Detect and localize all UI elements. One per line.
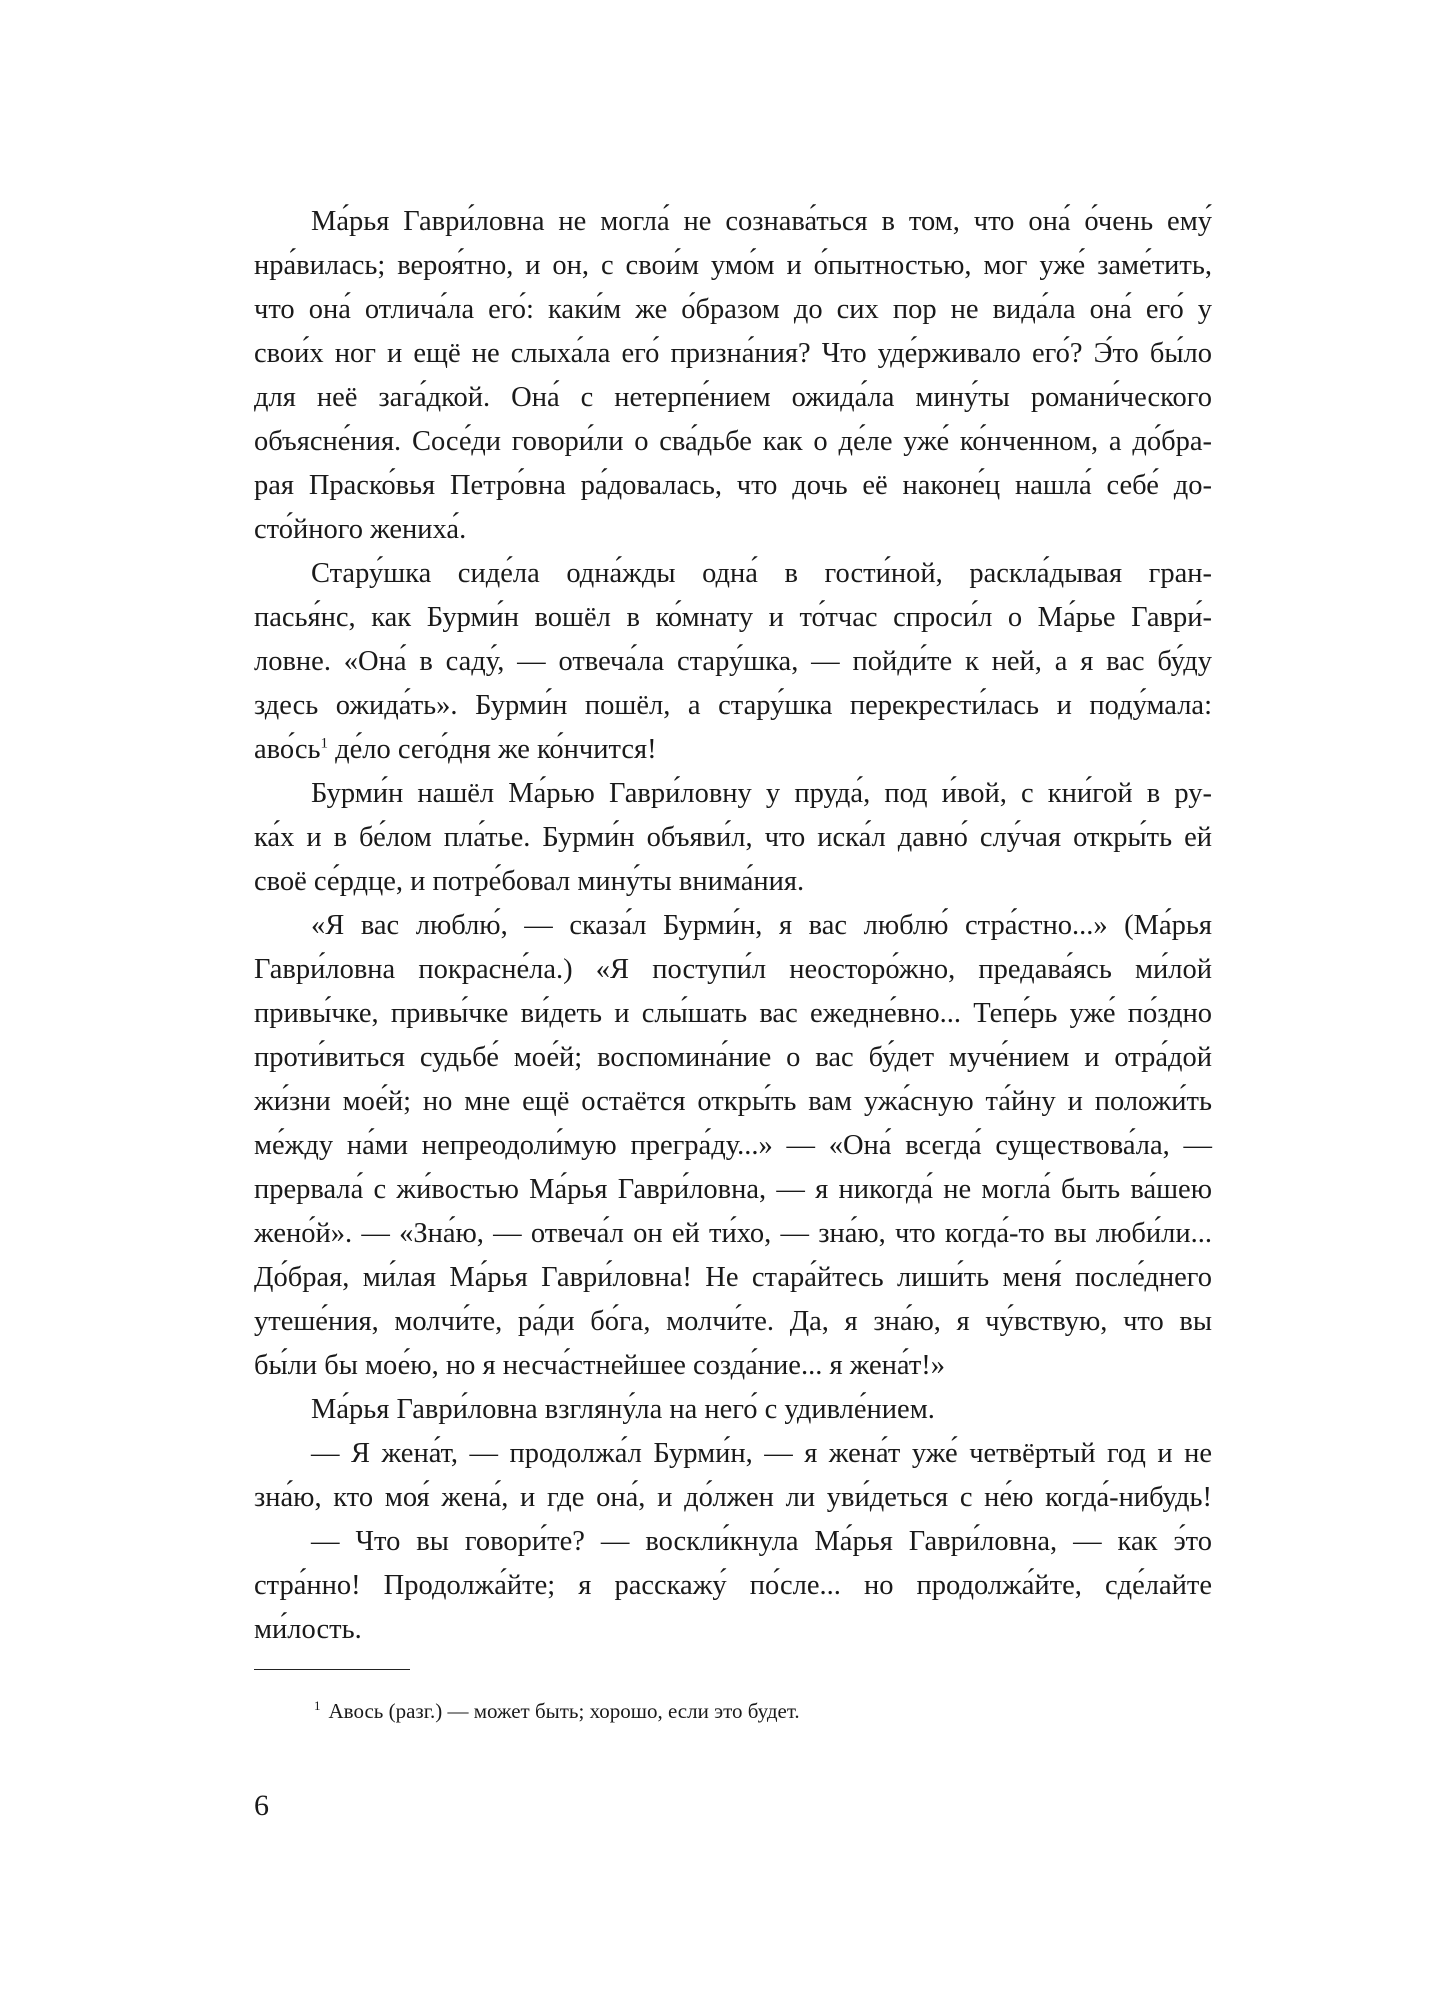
- text-line: [254, 1080, 1212, 1124]
- text-line: [254, 420, 1212, 464]
- text-line: [254, 1432, 1212, 1476]
- line-text: Ма́рья Гаври́ловна не могла́ не сознава́ться в том, что она́ о́чень ему́: [311, 206, 1212, 237]
- text-line: [254, 596, 1212, 640]
- text-line: [254, 1256, 1212, 1300]
- text-line: [254, 816, 1212, 860]
- main-text: [254, 200, 1212, 1652]
- text-line: [254, 1520, 1212, 1564]
- text-line: [254, 1344, 1212, 1388]
- text-line: [254, 860, 1212, 904]
- line-text: проти́виться судьбе́ мое́й; воспомина́ние о вас бу́дет муче́нием и отра́дой: [254, 1042, 1212, 1073]
- line-text: своё се́рдце, и потре́бовал мину́ты внима́ния.: [254, 866, 805, 897]
- text-line: [254, 948, 1212, 992]
- line-text: ме́жду на́ми непреодоли́мую прегра́ду...» — «Она́ всегда́ существова́ла, —: [254, 1130, 1212, 1161]
- line-text: бы́ли бы мое́ю, но я несча́стнейшее созда́ние... я жена́т!»: [254, 1350, 946, 1381]
- text-line: [254, 640, 1212, 684]
- text-line: [254, 772, 1212, 816]
- line-text: «Я вас люблю́, — сказа́л Бурми́н, я вас люблю́ стра́стно...» (Ма́рья: [311, 910, 1212, 941]
- text-line: [254, 552, 1212, 596]
- line-text: объясне́ния. Сосе́ди говори́ли о сва́дьбе как о де́ле уже́ ко́нченном, а до́бра-: [254, 426, 1212, 457]
- footnote-text: Авось (разг.) — может быть; хорошо, если это будет.: [328, 1699, 800, 1723]
- line-text: сто́йного жениха́.: [254, 514, 467, 545]
- text-line: [254, 1388, 1212, 1432]
- line-text: зна́ю, кто моя́ жена́, и где она́, и до́лжен ли уви́деться с не́ю когда́-нибудь!: [254, 1482, 1212, 1513]
- line-text: свои́х ног и ещё не слыха́ла его́ призна́ния? Что уде́рживало его́? Э́то бы́ло: [254, 338, 1212, 369]
- footnote-reference: 1: [320, 735, 329, 752]
- line-text: стра́нно! Продолжа́йте; я расскажу́ по́сле... но продолжа́йте, сде́лайте: [254, 1570, 1212, 1601]
- text-line: [254, 1036, 1212, 1080]
- line-text: ловне. «Она́ в саду́, — отвеча́ла стару́шка, — пойди́те к ней, а я вас бу́ду: [254, 646, 1212, 677]
- text-line: [254, 288, 1212, 332]
- line-text: До́брая, ми́лая Ма́рья Гаври́ловна! Не стара́йтесь лиши́ть меня́ после́днего: [254, 1262, 1212, 1293]
- line-text: — Что вы говори́те? — воскли́кнула Ма́рья Гаври́ловна, — как э́то: [311, 1526, 1212, 1557]
- line-text: жи́зни мое́й; но мне ещё остаётся откры́ть вам ужа́сную та́йну и положи́ть: [254, 1086, 1212, 1117]
- text-line: [254, 1300, 1212, 1344]
- text-line: [254, 904, 1212, 948]
- line-text: что она́ отлича́ла его́: каки́м же о́бразом до сих пор не вида́ла она́ его́ у: [254, 294, 1212, 325]
- footnote: [314, 1697, 800, 1725]
- text-line: [254, 684, 1212, 728]
- line-text: Стару́шка сиде́ла одна́жды одна́ в гости́ной, раскла́дывая гран-: [311, 558, 1212, 589]
- line-text: пасья́нс, как Бурми́н вошёл в ко́мнату и то́тчас спроси́л о Ма́рье Гаври́-: [254, 602, 1212, 633]
- footnote-mark: 1: [314, 1698, 321, 1713]
- line-text: — Я жена́т, — продолжа́л Бурми́н, — я жена́т уже́ четвёртый год и не: [311, 1438, 1212, 1469]
- line-text: Гаври́ловна покрасне́ла.) «Я поступи́л неосторо́жно, предава́ясь ми́лой: [254, 954, 1212, 985]
- text-line: [254, 992, 1212, 1036]
- line-text: здесь ожида́ть». Бурми́н пошёл, а стару́шка перекрести́лась и поду́мала:: [254, 690, 1212, 721]
- text-line: [254, 1476, 1212, 1520]
- line-text: Ма́рья Гаври́ловна взгляну́ла на него́ с удивле́нием.: [311, 1394, 935, 1425]
- text-line: [254, 1564, 1212, 1608]
- footnote-divider: [254, 1669, 410, 1670]
- text-line: [254, 332, 1212, 376]
- text-line: [254, 464, 1212, 508]
- text-line: [254, 1608, 1212, 1652]
- text-line: [254, 508, 1212, 552]
- line-text-continued: де́ло сего́дня же ко́нчится!: [328, 734, 657, 765]
- text-line: [254, 244, 1212, 288]
- text-line: [254, 1212, 1212, 1256]
- line-text: Бурми́н нашёл Ма́рью Гаври́ловну у пруда́, под и́вой, с кни́гой в ру-: [311, 778, 1212, 809]
- line-text: аво́сь: [254, 734, 321, 765]
- line-text: для неё зага́дкой. Она́ с нетерпе́нием ожида́ла мину́ты романи́ческого: [254, 382, 1212, 413]
- line-text: ка́х и в бе́лом пла́тье. Бурми́н объяви́л, что иска́л давно́ слу́чая откры́ть ей: [254, 822, 1212, 853]
- text-line: [254, 728, 1212, 772]
- text-line: [254, 376, 1212, 420]
- line-text: жено́й». — «Зна́ю, — отвеча́л он ей ти́хо, — зна́ю, что когда́-то вы люби́ли...: [254, 1218, 1212, 1249]
- line-text: рая Праско́вья Петро́вна ра́довалась, что дочь её наконе́ц нашла́ себе́ до-: [254, 470, 1212, 501]
- line-text: нра́вилась; вероя́тно, и он, с свои́м умо́м и о́пытностью, мог уже́ заме́тить,: [254, 250, 1212, 281]
- text-line: [254, 1124, 1212, 1168]
- line-text: утеше́ния, молчи́те, ра́ди бо́га, молчи́те. Да, я зна́ю, я чу́вствую, что вы: [254, 1306, 1212, 1337]
- line-text: ми́лость.: [254, 1614, 362, 1645]
- line-text: привы́чке, привы́чке ви́деть и слы́шать вас ежедне́вно... Тепе́рь уже́ по́здно: [254, 998, 1212, 1029]
- text-line: [254, 1168, 1212, 1212]
- page-number: 6: [254, 1789, 269, 1822]
- text-line: [254, 200, 1212, 244]
- line-text: прервала́ с жи́востью Ма́рья Гаври́ловна, — я никогда́ не могла́ быть ва́шею: [254, 1174, 1212, 1205]
